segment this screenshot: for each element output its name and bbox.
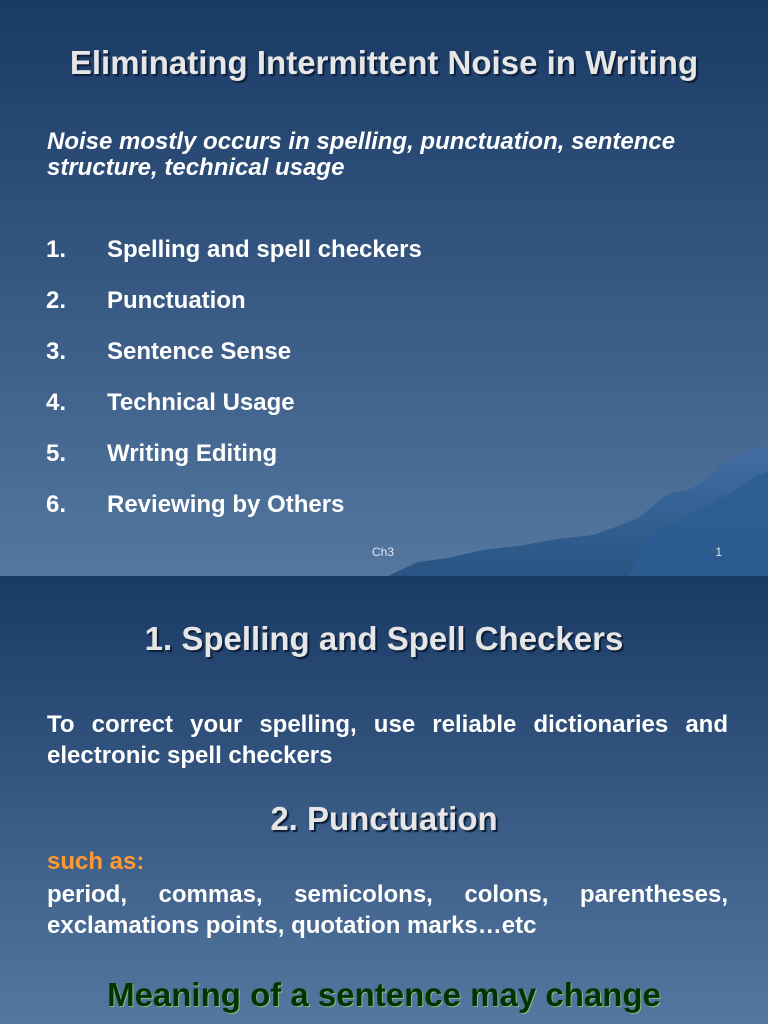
slide-footer-label: Ch3 xyxy=(372,545,395,559)
slide-1-subtitle: Noise mostly occurs in spelling, punctuation, sentence structure, technical usage xyxy=(47,128,676,181)
punctuation-list-text: period, commas, semicolons, colons, parentheses, exclamations points, quotation marks…etc xyxy=(47,881,728,939)
list-item xyxy=(46,275,422,326)
list-item xyxy=(46,479,422,530)
list-item-label: Punctuation xyxy=(107,286,246,314)
punctuation-heading: 2. Punctuation xyxy=(270,800,498,837)
spelling-paragraph: To correct your spelling, use reliable dictionaries and electronic spell checkers xyxy=(47,711,728,769)
list-item-label: Spelling and spell checkers xyxy=(107,235,422,263)
list-item-number: 2. xyxy=(46,286,67,314)
list-item xyxy=(46,326,422,377)
topic-list xyxy=(46,224,422,530)
list-item-label: Technical Usage xyxy=(107,388,295,416)
emphasis-text: Meaning of a sentence may change xyxy=(107,976,661,1013)
list-item-number: 6. xyxy=(46,490,67,518)
mountain-illustration xyxy=(388,446,768,576)
slide-2-title: 1. Spelling and Spell Checkers xyxy=(144,620,624,657)
list-item-number: 4. xyxy=(46,388,67,416)
list-item xyxy=(46,224,422,275)
slide-page-number: 1 xyxy=(715,545,722,559)
slide-2 xyxy=(0,576,768,1024)
list-item xyxy=(46,377,422,428)
list-item-number: 1. xyxy=(46,235,67,263)
list-item xyxy=(46,428,422,479)
slide-1-title: Eliminating Intermittent Noise in Writing xyxy=(69,44,699,81)
such-as-label: such as: xyxy=(47,848,145,875)
list-item-label: Reviewing by Others xyxy=(107,490,345,518)
list-item-number: 3. xyxy=(46,337,67,365)
list-item-number: 5. xyxy=(46,439,67,467)
list-item-label: Sentence Sense xyxy=(107,337,292,365)
list-item-label: Writing Editing xyxy=(107,439,278,467)
